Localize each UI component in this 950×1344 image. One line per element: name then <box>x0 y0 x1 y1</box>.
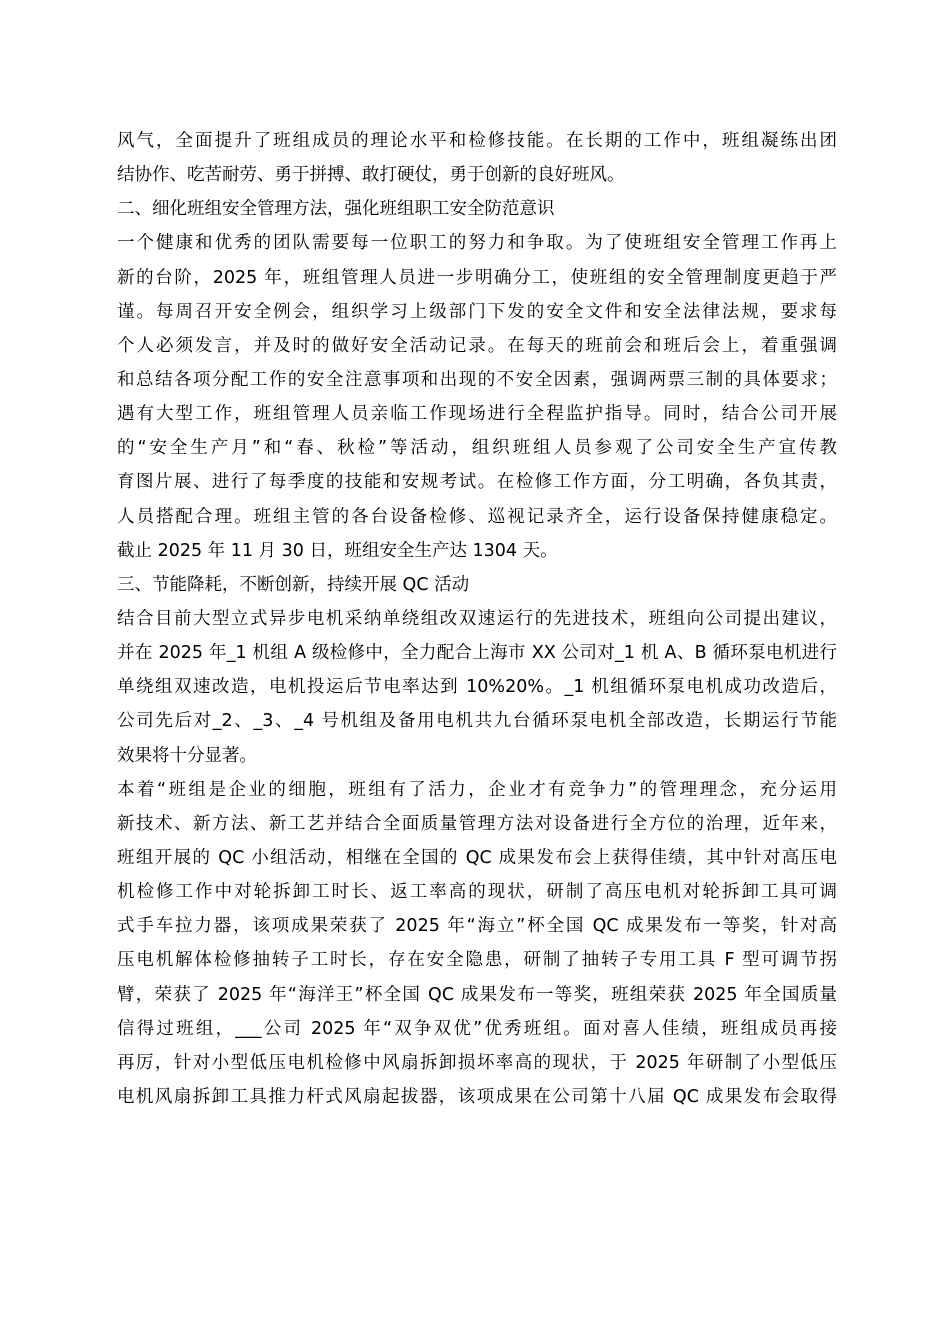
document-text-line: 二、细化班组安全管理方法，强化班组职工安全防范意识 <box>117 199 555 220</box>
document-text-line: 电机风扇拆卸工具推力杆式风扇起拔器，该项成果在公司第十八届 QC 成果发布会取得 <box>117 1086 837 1107</box>
document-text-line: 遇有大型工作，班组管理人员亲临工作现场进行全程监护指导。同时，结合公司开展 <box>117 404 837 425</box>
document-text-line: 式手车拉力器，该项成果荣获了 2025 年“海立”杯全国 QC 成果发布一等奖，针对高 <box>117 916 837 937</box>
document-text-line: 结合目前大型立式异步电机采纳单绕组改双速运行的先进技术，班组向公司提出建议， <box>117 608 837 629</box>
document-text-line: 并在 2025 年_1 机组 A 级检修中，全力配合上海市 XX 公司对_1 机 A、B 循环泵电机进行 <box>117 643 837 664</box>
document-text-line: 班组开展的 QC 小组活动，相继在全国的 QC 成果发布会上获得佳绩，其中针对高压电 <box>117 847 837 868</box>
document-text-line: 截止 2025 年 11 月 30 日，班组安全生产达 1304 天。 <box>117 540 558 561</box>
document-text-line: 三、节能降耗，不断创新，持续开展 QC 活动 <box>117 574 470 595</box>
document-text-line: 和总结各项分配工作的安全注意事项和出现的不安全因素，强调两票三制的具体要求； <box>117 369 837 390</box>
document-text-line: 臂，荣获了 2025 年“海洋王”杯全国 QC 成果发布一等奖，班组荣获 2025 年全国质量 <box>117 984 837 1005</box>
document-text-line: 育图片展、进行了每季度的技能和安规考试。在检修工作方面，分工明确，各负其责， <box>117 472 837 493</box>
document-text-line: 再厉，针对小型低压电机检修中风扇拆卸损坏率高的现状，于 2025 年研制了小型低压 <box>117 1052 837 1073</box>
document-text-line: 新技术、新方法、新工艺并结合全面质量管理方法对设备进行全方位的治理，近年来， <box>117 813 837 834</box>
document-text-line: 新的台阶，2025 年，班组管理人员进一步明确分工，使班组的安全管理制度更趋于严 <box>117 267 837 288</box>
document-text-line: 一个健康和优秀的团队需要每一位职工的努力和争取。为了使班组安全管理工作再上 <box>117 233 837 254</box>
document-text-line: 压电机解体检修抽转子工时长，存在安全隐患，研制了抽转子专用工具 F 型可调节拐 <box>117 950 837 971</box>
document-text-line: 本着“班组是企业的细胞，班组有了活力，企业才有竞争力”的管理理念，充分运用 <box>117 779 837 800</box>
document-text-line: 风气，全面提升了班组成员的理论水平和检修技能。在长期的工作中，班组凝练出团 <box>117 131 837 151</box>
document-text-line: 结协作、吃苦耐劳、勇于拼搏、敢打硬仗，勇于创新的良好班风。 <box>117 165 625 186</box>
document-text-line: 机检修工作中对轮拆卸工时长、返工率高的现状，研制了高压电机对轮拆卸工具可调 <box>117 882 837 903</box>
document-body <box>117 124 837 1114</box>
document-text-line: 的“安全生产月”和“春、秋检”等活动，组织班组人员参观了公司安全生产宣传教 <box>117 438 837 459</box>
document-text-line: 单绕组双速改造，电机投运后节电率达到 10%20%。_1 机组循环泵电机成功改造后， <box>117 677 837 698</box>
document-text-line: 人员搭配合理。班组主管的各台设备检修、巡视记录齐全，运行设备保持健康稳定。 <box>117 506 837 527</box>
document-text-line: 信得过班组，___公司 2025 年“双争双优”优秀班组。面对喜人佳绩，班组成员再接 <box>117 1018 837 1039</box>
document-text-line: 谨。每周召开安全例会，组织学习上级部门下发的安全文件和安全法律法规，要求每 <box>117 301 837 322</box>
document-text-line: 公司先后对_2、_3、_4 号机组及备用电机共九台循环泵电机全部改造，长期运行节能 <box>117 711 837 732</box>
document-text-line: 个人必须发言，并及时的做好安全活动记录。在每天的班前会和班后会上，着重强调 <box>117 335 837 356</box>
document-text-line: 效果将十分显著。 <box>117 745 257 766</box>
